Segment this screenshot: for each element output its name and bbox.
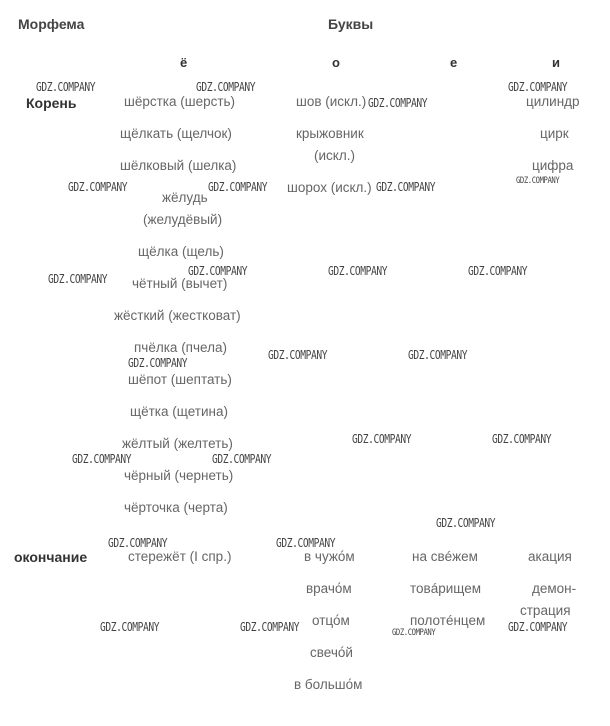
cell: шов (искл.) — [296, 94, 367, 109]
cell: крыжовник — [296, 126, 364, 141]
watermark-text: GDZ.COMPANY — [436, 516, 496, 530]
watermark-text: GDZ.COMPANY — [72, 452, 132, 466]
cell: чётный (вычет) — [132, 276, 228, 291]
cell: щёлка (щель) — [138, 244, 224, 259]
watermark-text: GDZ.COMPANY — [408, 348, 468, 362]
cell: демон- — [532, 581, 577, 596]
watermark-text: GDZ.COMPANY — [240, 620, 300, 634]
cell: акация — [528, 549, 572, 564]
cell: цифра — [532, 158, 574, 173]
watermark-text: GDZ.COMPANY — [508, 80, 568, 94]
cell: чёрный (чернеть) — [124, 468, 234, 483]
cell: щёлкать (щелчок) — [120, 126, 232, 141]
watermark-text: GDZ.COMPANY — [212, 452, 272, 466]
watermark-text: GDZ.COMPANY — [468, 264, 528, 278]
cell: в большо́м — [294, 677, 363, 692]
cell: жёлудь — [162, 190, 208, 205]
watermark-text: GDZ.COMPANY — [516, 176, 560, 186]
cell: жёлтый (желтеть) — [122, 436, 233, 451]
cell: цирк — [540, 126, 569, 141]
cell: (желудёвый) — [143, 212, 223, 227]
watermark-text: GDZ.COMPANY — [128, 356, 188, 370]
cell: шёлковый (шелка) — [120, 158, 237, 173]
cell: товáрищем — [410, 581, 482, 596]
cell: пчёлка (пчела) — [134, 340, 227, 355]
cell: щётка (щетина) — [130, 404, 228, 419]
cell: (искл.) — [314, 148, 355, 163]
watermark-text: GDZ.COMPANY — [268, 348, 328, 362]
watermark-text: GDZ.COMPANY — [196, 80, 256, 94]
watermark-text: GDZ.COMPANY — [100, 620, 160, 634]
watermark-text: GDZ.COMPANY — [328, 264, 388, 278]
watermark-text: GDZ.COMPANY — [368, 96, 428, 110]
header-morpheme: Морфема — [18, 16, 85, 32]
cell: цилиндр — [526, 94, 580, 109]
cell: шёрстка (шерсть) — [124, 94, 236, 109]
letter-e: е — [450, 55, 458, 70]
cell: жёсткий (жестковат) — [114, 308, 241, 323]
watermark-text: GDZ.COMPANY — [36, 80, 96, 94]
cell: на свéжем — [412, 549, 478, 564]
row-label-ending: окончание — [14, 549, 88, 565]
cell: отцо́м — [312, 613, 350, 628]
watermark-text: GDZ.COMPANY — [208, 180, 268, 194]
cell: стережёт (I спр.) — [128, 549, 232, 564]
watermark-text: GDZ.COMPANY — [376, 180, 436, 194]
cell: чёрточка (черта) — [124, 500, 228, 515]
letter-i: и — [552, 55, 560, 70]
cell: страция — [520, 603, 571, 618]
cell: свечо́й — [310, 645, 353, 660]
watermark-text: GDZ.COMPANY — [492, 432, 552, 446]
watermark-text: GDZ.COMPANY — [108, 536, 168, 550]
letter-yo: ё — [180, 55, 188, 70]
watermark-text: GDZ.COMPANY — [352, 432, 412, 446]
letter-o: о — [332, 55, 340, 70]
cell: шорох (искл.) — [287, 180, 372, 195]
cell: полотéнцем — [410, 613, 486, 628]
row-label-root: Корень — [26, 95, 77, 111]
watermark-text: GDZ.COMPANY — [48, 272, 108, 286]
watermark-text: GDZ.COMPANY — [392, 628, 436, 638]
cell: шёпот (шептать) — [128, 372, 232, 387]
cell: врачо́м — [306, 581, 352, 596]
watermark-text: GDZ.COMPANY — [276, 536, 336, 550]
watermark-text: GDZ.COMPANY — [68, 180, 128, 194]
cell: в чужо́м — [304, 549, 355, 564]
watermark-text: GDZ.COMPANY — [508, 620, 568, 634]
header-letters: Буквы — [328, 16, 374, 32]
watermark-text: GDZ.COMPANY — [188, 264, 248, 278]
